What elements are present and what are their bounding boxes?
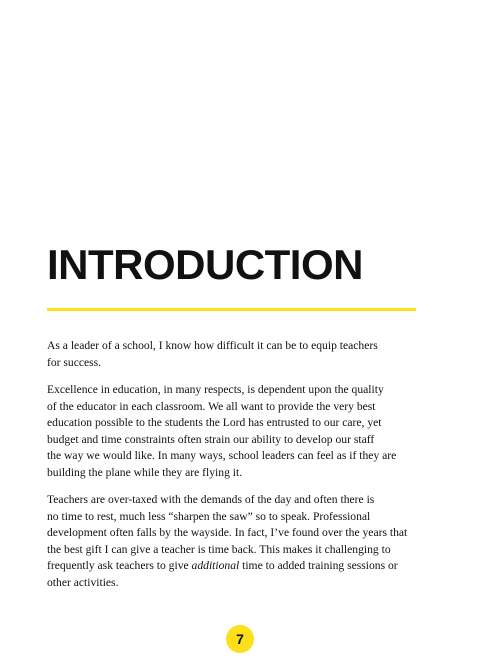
chapter-title: INTRODUCTION xyxy=(47,241,363,288)
paragraph-1: As a leader of a school, I know how difficult it can be to equip teachers for success. xyxy=(47,339,378,369)
paragraph-2: Excellence in education, in many respects, is dependent upon the quality of the educator in each classroom. We all want to provide the very best education possible to the students the Lord has entrusted to our care, yet budget and time constraints often strain our ability to develop our staff the way we would like. In many ways, school leaders can feel as if they are building the plane while they are flying it. xyxy=(47,383,397,479)
emphasis-word: additional xyxy=(191,559,240,572)
title-underline xyxy=(47,308,416,311)
paragraph-3-text-start: Teachers are over-taxed with the demands of the day and often there is no time to rest, much less “sharpen the saw” so to speak. Professional development often falls by the wayside. In fact, I’ve found over the years that the best gift I can give a teacher is time back. This makes it challenging to frequently ask teachers to give xyxy=(47,493,408,572)
body-text xyxy=(47,338,419,602)
paragraph-3-text-end: time to added training sessions or other activities. xyxy=(47,559,398,589)
paragraph-3 xyxy=(47,492,419,591)
page-number-badge: 7 xyxy=(226,625,254,653)
